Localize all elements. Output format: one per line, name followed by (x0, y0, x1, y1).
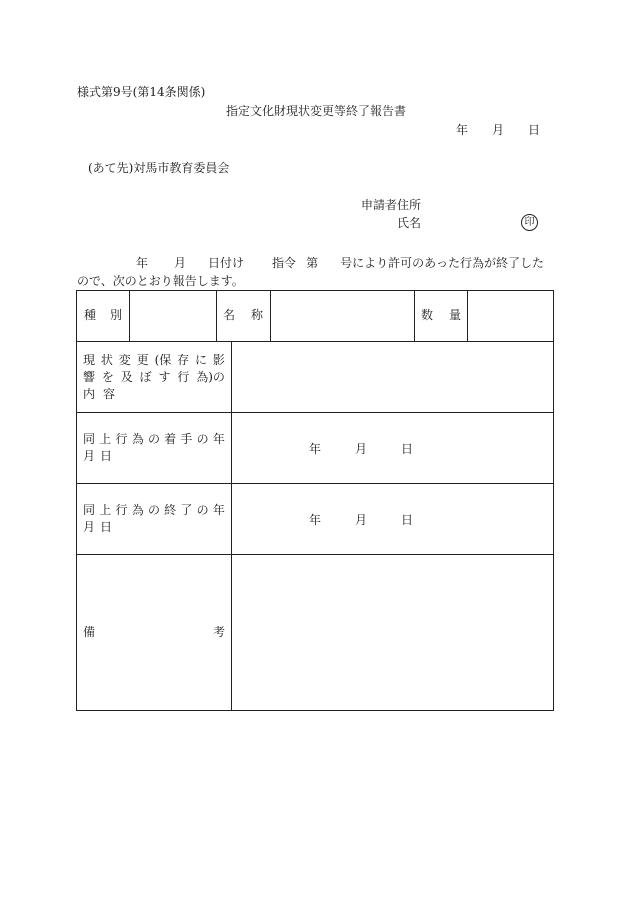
start-month-label: 月 (355, 442, 368, 456)
report-date-day-label: 日 (528, 123, 541, 137)
body-shirei-label: 指令 (272, 256, 297, 270)
end-date-label-line-2: 月 日 (83, 520, 113, 534)
row1-divider-1 (129, 290, 130, 341)
end-month-label: 月 (355, 513, 368, 527)
remarks-label: 備 考 (83, 625, 225, 639)
table-border-right (553, 290, 554, 711)
seal-mark: 印 (521, 214, 538, 231)
applicant-address-label: 申請者住所 (361, 198, 422, 212)
alteration-label-line-1: 現 状 変 更 (保 存 に 影 (83, 353, 225, 367)
end-date-label-line-1: 同 上 行 為 の 終 了 の 年 (83, 503, 225, 517)
table-rule-3 (76, 483, 554, 484)
row1-divider-4 (414, 290, 415, 341)
form-number: 様式第9号(第14条関係) (77, 85, 206, 99)
table-label-divider (231, 341, 232, 711)
start-year-label: 年 (309, 442, 322, 456)
body-year-label: 年 (136, 256, 149, 270)
table-rule-4 (76, 554, 554, 555)
body-month-label: 月 (174, 256, 187, 270)
start-date-label-line-2: 月 日 (83, 449, 113, 463)
report-date (456, 123, 540, 137)
row1-divider-3 (270, 290, 271, 341)
type-label: 種 別 (84, 308, 122, 322)
end-date-value[interactable] (309, 513, 413, 527)
body-dai-label: 第 (306, 256, 319, 270)
alteration-label-line-3: 内 容 (83, 387, 116, 401)
alteration-label-line-2: 響 を 及 ぼ す 行 為)の (83, 370, 225, 384)
applicant-name-label: 氏名 (397, 216, 422, 230)
row1-divider-2 (216, 290, 217, 341)
name-label: 名 称 (223, 308, 263, 322)
table-border-top (76, 290, 554, 291)
end-day-label: 日 (401, 513, 414, 527)
addressee: (あて先)対馬市教育委員会 (88, 161, 230, 175)
row1-divider-5 (467, 290, 468, 341)
report-date-month-label: 月 (492, 123, 505, 137)
start-date-value[interactable] (309, 442, 413, 456)
end-date-label (83, 502, 225, 536)
start-date-label-line-1: 同 上 行 為 の 着 手 の 年 (83, 432, 225, 446)
body-rest-text: 号により許可のあった行為が終了した (340, 256, 544, 270)
document-title: 指定文化財現状変更等終了報告書 (226, 104, 407, 118)
table-rule-1 (76, 341, 554, 342)
report-sentence-line-1 (136, 256, 544, 270)
report-sentence-line-2: ので、次のとおり報告します。 (77, 274, 244, 288)
body-day-label: 日付け (208, 256, 245, 270)
end-year-label: 年 (309, 513, 322, 527)
start-day-label: 日 (401, 442, 414, 456)
quantity-label: 数 量 (421, 308, 461, 322)
alteration-content-label (83, 352, 225, 403)
start-date-label (83, 431, 225, 465)
report-date-year-label: 年 (456, 123, 469, 137)
table-border-bottom (76, 710, 554, 711)
table-border-left (76, 290, 77, 711)
table-rule-2 (76, 412, 554, 413)
